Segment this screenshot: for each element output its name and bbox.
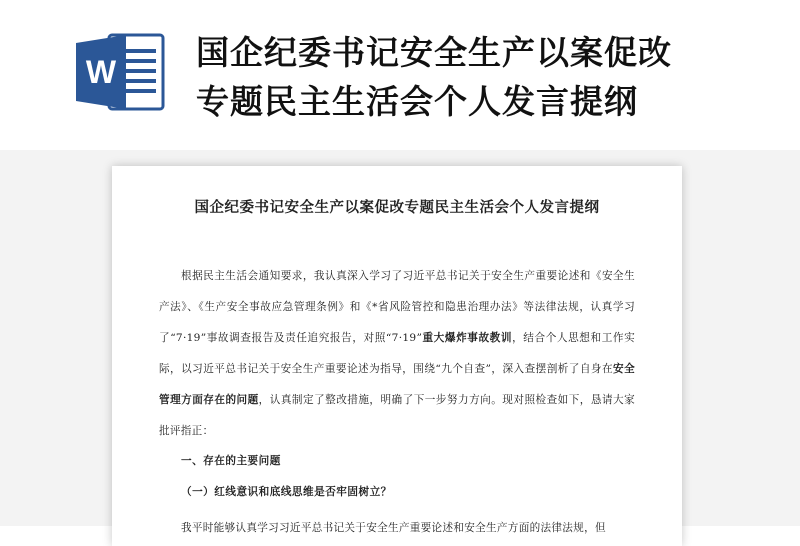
intro-bold-2: 安全管理方面存在的问题 xyxy=(159,363,635,406)
document-title xyxy=(196,28,786,126)
intro-text-b: ，结合个人思想和工作实际，以习近平总书记关于安全生产重要论述为指导，围绕“九个自查”，深入查摆剖析了自身在 xyxy=(159,332,635,375)
title-line-2: 专题民主生活会个人发言提纲 xyxy=(196,82,638,121)
page-heading: 国企纪委书记安全生产以案促改专题民主生活会个人发言提纲 xyxy=(194,199,600,216)
banner xyxy=(0,0,800,150)
intro-text-c: ，认真制定了整改措施，明确了下一步努力方向。现对照检查如下，恳请大家批评指正： xyxy=(159,394,635,437)
word-document-icon xyxy=(76,31,166,113)
document-preview-area xyxy=(0,150,800,534)
intro-bold-1: 重大爆炸事故教训 xyxy=(422,332,513,344)
intro-text-a: 根据民主生活会通知要求，我认真深入学习了习近平总书记关于安全生产重要论述和《安全生产法》、《生产安全事故应急管理条例》和《*省风险管控和隐患治理办法》等法律法规，认真学习了“7·19”事故调查报告及责任追究报告，对照“7·19” xyxy=(159,270,635,344)
document-page xyxy=(112,166,682,546)
paragraph-2: 我平时能够认真学习习近平总书记关于安全生产重要论述和安全生产方面的法律法规，但 xyxy=(181,522,606,534)
title-line-1: 国企纪委书记安全生产以案促改 xyxy=(196,33,672,72)
paragraph-intro xyxy=(159,261,635,447)
logo-letter: W xyxy=(85,54,117,90)
sub-heading-1: （一）红线意识和底线思维是否牢固树立？ xyxy=(181,486,392,498)
section-heading-1: 一、存在的主要问题 xyxy=(181,455,281,467)
